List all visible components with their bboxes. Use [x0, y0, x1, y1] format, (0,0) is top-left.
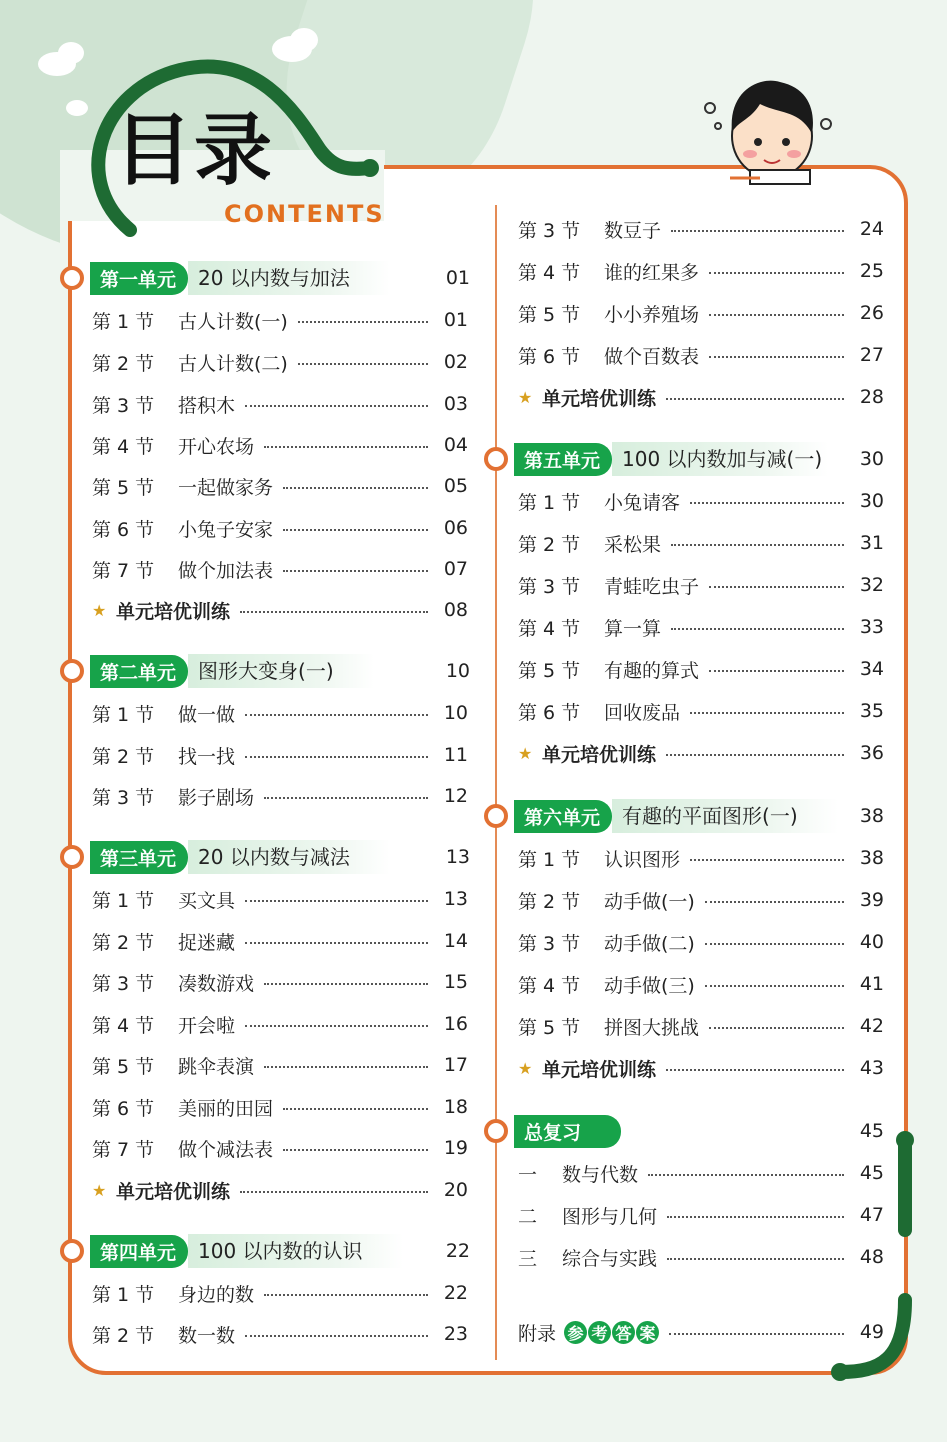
section-name: 数豆子	[604, 219, 662, 242]
toc-entry[interactable]	[518, 612, 884, 642]
section-number: 第 5 节	[518, 1016, 581, 1039]
star-icon: ★	[518, 743, 533, 763]
leader-dots	[245, 405, 428, 407]
page-number: 05	[443, 475, 468, 497]
section-name: 美丽的田园	[178, 1097, 274, 1120]
section-name: 古人计数(二)	[178, 352, 288, 375]
toc-entry[interactable]	[518, 256, 884, 286]
section-name: 做个加法表	[178, 559, 274, 582]
page-number: 14	[443, 930, 468, 952]
section-number: 第 4 节	[92, 1014, 155, 1037]
section-name: 数一数	[178, 1324, 236, 1347]
section-name: 做个百数表	[604, 345, 700, 368]
toc-entry[interactable]	[92, 389, 468, 419]
section-name: 一起做家务	[178, 476, 274, 499]
star-icon: ★	[92, 600, 107, 620]
unit-heading-3[interactable]	[60, 840, 470, 874]
unit-title: 有趣的平面图形(一)	[612, 799, 838, 833]
toc-entry[interactable]	[92, 1133, 468, 1163]
toc-entry[interactable]	[92, 1278, 468, 1308]
page-number: 16	[443, 1013, 468, 1035]
leader-dots	[264, 797, 428, 799]
page-number: 06	[443, 517, 468, 539]
toc-entry[interactable]	[92, 781, 468, 811]
answer-char: 案	[636, 1321, 659, 1344]
section-name: 动手做(二)	[604, 932, 695, 955]
section-number: 第 2 节	[92, 745, 155, 768]
section-number: 第 1 节	[92, 1283, 155, 1306]
leader-dots	[669, 1333, 844, 1335]
drill-name: 单元培优训练	[116, 600, 231, 623]
page-number: 32	[859, 574, 884, 596]
unit-badge: 第六单元	[514, 800, 612, 833]
section-number: 第 3 节	[92, 786, 155, 809]
page-title: 目录	[114, 106, 275, 196]
page-number: 31	[859, 532, 884, 554]
toc-entry[interactable]	[518, 528, 884, 558]
section-number: 第 4 节	[92, 435, 155, 458]
unit-page: 30	[859, 448, 884, 470]
section-name: 青蛙吃虫子	[604, 575, 700, 598]
column-divider	[495, 205, 497, 1360]
toc-entry[interactable]	[92, 471, 468, 501]
leader-dots	[264, 983, 428, 985]
toc-entry-drill[interactable]	[518, 1053, 884, 1083]
section-name: 开会啦	[178, 1014, 236, 1037]
section-number: 第 2 节	[518, 533, 581, 556]
section-name: 小兔请客	[604, 491, 681, 514]
section-number: 第 4 节	[518, 974, 581, 997]
section-number: 第 6 节	[92, 518, 155, 541]
leader-dots	[709, 272, 844, 274]
toc-entry[interactable]	[92, 305, 468, 335]
section-number: 第 3 节	[518, 932, 581, 955]
section-number: 第 2 节	[92, 352, 155, 375]
section-name: 找一找	[178, 745, 236, 768]
unit-title: 图形大变身(一)	[188, 654, 374, 688]
answer-char: 答	[612, 1321, 635, 1344]
section-number: 三	[518, 1247, 538, 1270]
section-name: 采松果	[604, 533, 662, 556]
leader-dots	[709, 356, 844, 358]
unit-marker-icon	[60, 845, 84, 869]
section-number: 第 1 节	[92, 703, 155, 726]
unit-page: 38	[859, 805, 884, 827]
page-number: 43	[859, 1057, 884, 1079]
section-name: 凑数游戏	[178, 972, 255, 995]
leader-dots	[283, 1149, 428, 1151]
toc-entry[interactable]	[518, 969, 884, 999]
unit-badge: 第一单元	[90, 262, 188, 295]
toc-entry[interactable]	[518, 696, 884, 726]
section-number: 第 5 节	[92, 1055, 155, 1078]
section-number: 二	[518, 1205, 538, 1228]
page-number: 08	[443, 599, 468, 621]
toc-entry[interactable]	[518, 1242, 884, 1272]
page-number: 18	[443, 1096, 468, 1118]
toc-entry[interactable]	[92, 967, 468, 997]
star-icon: ★	[92, 1180, 107, 1200]
unit-marker-icon	[484, 447, 508, 471]
section-number: 第 2 节	[518, 890, 581, 913]
page-subtitle: CONTENTS	[224, 200, 385, 228]
leader-dots	[709, 586, 844, 588]
section-name: 开心农场	[178, 435, 255, 458]
section-name: 做一做	[178, 703, 236, 726]
page-number: 48	[859, 1246, 884, 1268]
section-name: 做个减法表	[178, 1138, 274, 1161]
leader-dots	[671, 230, 844, 232]
toc-entry-drill[interactable]	[92, 595, 468, 625]
star-icon: ★	[518, 1058, 533, 1078]
unit-page: 10	[445, 660, 470, 682]
toc-entry[interactable]	[92, 926, 468, 956]
section-number: 一	[518, 1163, 538, 1186]
toc-entry[interactable]	[518, 340, 884, 370]
section-number: 第 5 节	[92, 476, 155, 499]
boy-illustration-icon	[700, 70, 840, 190]
toc-entry[interactable]	[518, 1011, 884, 1041]
unit-marker-icon	[60, 266, 84, 290]
unit-marker-icon	[60, 1239, 84, 1263]
unit-title: 100 以内数加与减(一)	[612, 442, 828, 476]
section-name: 买文具	[178, 889, 236, 912]
leader-dots	[667, 1216, 844, 1218]
page-number: 42	[859, 1015, 884, 1037]
leader-dots	[245, 1335, 428, 1337]
section-name: 身边的数	[178, 1283, 255, 1306]
toc-entry-drill[interactable]	[92, 1175, 468, 1205]
toc-entry[interactable]	[518, 885, 884, 915]
toc-entry[interactable]	[92, 1009, 468, 1039]
section-name: 跳伞表演	[178, 1055, 255, 1078]
drill-name: 单元培优训练	[542, 1058, 657, 1081]
toc-entry[interactable]	[518, 570, 884, 600]
leader-dots	[298, 321, 428, 323]
leader-dots	[245, 756, 428, 758]
section-number: 第 1 节	[92, 310, 155, 333]
page-number: 12	[443, 785, 468, 807]
unit-heading-4[interactable]	[60, 1234, 470, 1268]
toc-entry[interactable]	[92, 884, 468, 914]
page-number: 34	[859, 658, 884, 680]
leader-dots	[245, 1025, 428, 1027]
page-number: 20	[443, 1179, 468, 1201]
leader-dots	[671, 628, 844, 630]
page-number: 03	[443, 393, 468, 415]
section-number: 第 1 节	[518, 848, 581, 871]
unit-page: 01	[445, 267, 470, 289]
page-number: 40	[859, 931, 884, 953]
leader-dots	[245, 714, 428, 716]
unit-title: 20 以内数与减法	[188, 840, 390, 874]
section-number: 第 3 节	[518, 219, 581, 242]
leader-dots	[690, 859, 844, 861]
leader-dots	[690, 712, 844, 714]
section-number: 第 1 节	[92, 889, 155, 912]
leader-dots	[283, 1108, 428, 1110]
page-number: 04	[443, 434, 468, 456]
answer-char: 考	[588, 1321, 611, 1344]
section-name: 图形与几何	[562, 1205, 658, 1228]
section-name: 回收废品	[604, 701, 681, 724]
leader-dots	[264, 446, 428, 448]
page-number: 28	[859, 386, 884, 408]
toc-entry[interactable]	[92, 698, 468, 728]
leader-dots	[264, 1294, 428, 1296]
section-number: 第 3 节	[92, 394, 155, 417]
answer-char: 参	[564, 1321, 587, 1344]
section-name: 影子剧场	[178, 786, 255, 809]
leader-dots	[283, 529, 428, 531]
unit-badge: 第四单元	[90, 1235, 188, 1268]
section-name: 谁的红果多	[604, 261, 700, 284]
leader-dots	[666, 754, 844, 756]
section-number: 第 1 节	[518, 491, 581, 514]
page-number: 02	[443, 351, 468, 373]
leader-dots	[298, 363, 428, 365]
page-number: 13	[443, 888, 468, 910]
review-page: 45	[859, 1120, 884, 1142]
toc-entry[interactable]	[518, 1200, 884, 1230]
leader-dots	[666, 398, 844, 400]
page-number: 27	[859, 344, 884, 366]
unit-badge: 第五单元	[514, 443, 612, 476]
page-number: 11	[443, 744, 468, 766]
page-number: 33	[859, 616, 884, 638]
leader-dots	[240, 1191, 428, 1193]
section-number: 第 4 节	[518, 261, 581, 284]
page-number: 07	[443, 558, 468, 580]
toc-entry[interactable]	[92, 554, 468, 584]
drill-name: 单元培优训练	[542, 387, 657, 410]
unit-marker-icon	[484, 1119, 508, 1143]
page-number: 36	[859, 742, 884, 764]
appendix-label: 附录	[518, 1322, 557, 1345]
toc-entry[interactable]	[518, 927, 884, 957]
page-number: 22	[443, 1282, 468, 1304]
leader-dots	[690, 502, 844, 504]
leader-dots	[667, 1258, 844, 1260]
section-name: 动手做(一)	[604, 890, 695, 913]
star-icon: ★	[518, 387, 533, 407]
section-name: 捉迷藏	[178, 931, 236, 954]
drill-name: 单元培优训练	[116, 1180, 231, 1203]
appendix-entry[interactable]	[518, 1316, 884, 1348]
section-name: 综合与实践	[562, 1247, 658, 1270]
leader-dots	[283, 570, 428, 572]
toc-entry[interactable]	[92, 513, 468, 543]
toc-entry[interactable]	[518, 1158, 884, 1188]
section-name: 小小养殖场	[604, 303, 700, 326]
unit-marker-icon	[484, 804, 508, 828]
unit-title: 100 以内数的认识	[188, 1234, 403, 1268]
drill-name: 单元培优训练	[542, 743, 657, 766]
page-number: 41	[859, 973, 884, 995]
section-number: 第 7 节	[92, 559, 155, 582]
leader-dots	[705, 901, 844, 903]
toc-entry-drill[interactable]	[518, 382, 884, 412]
leader-dots	[705, 943, 844, 945]
section-number: 第 6 节	[92, 1097, 155, 1120]
section-number: 第 2 节	[92, 1324, 155, 1347]
page-number: 19	[443, 1137, 468, 1159]
section-name: 拼图大挑战	[604, 1016, 700, 1039]
page-number: 26	[859, 302, 884, 324]
section-number: 第 3 节	[92, 972, 155, 995]
toc-entry[interactable]	[92, 430, 468, 460]
page-number: 30	[859, 490, 884, 512]
toc-entry[interactable]	[92, 1319, 468, 1349]
page-number: 35	[859, 700, 884, 722]
section-number: 第 2 节	[92, 931, 155, 954]
toc-entry[interactable]	[92, 1050, 468, 1080]
section-name: 搭积木	[178, 394, 236, 417]
toc-entry[interactable]	[518, 486, 884, 516]
unit-badge: 第二单元	[90, 655, 188, 688]
leader-dots	[240, 611, 428, 613]
page-number: 01	[443, 309, 468, 331]
section-number: 第 6 节	[518, 701, 581, 724]
toc-entry[interactable]	[92, 347, 468, 377]
page-number: 38	[859, 847, 884, 869]
section-name: 小兔子安家	[178, 518, 274, 541]
toc-entry[interactable]	[518, 298, 884, 328]
unit-title: 20 以内数与加法	[188, 261, 390, 295]
section-number: 第 3 节	[518, 575, 581, 598]
leader-dots	[245, 942, 428, 944]
unit-heading-1[interactable]	[60, 261, 470, 295]
answer-key-badge	[564, 1321, 659, 1344]
section-name: 有趣的算式	[604, 659, 700, 682]
section-name: 数与代数	[562, 1163, 639, 1186]
leader-dots	[245, 900, 428, 902]
page-number: 24	[859, 218, 884, 240]
unit-heading-5[interactable]	[484, 442, 884, 476]
page-number: 15	[443, 971, 468, 993]
unit-heading-6[interactable]	[484, 799, 884, 833]
page-number: 47	[859, 1204, 884, 1226]
review-heading[interactable]	[484, 1114, 884, 1148]
unit-badge: 第三单元	[90, 841, 188, 874]
page-number: 25	[859, 260, 884, 282]
toc-entry-drill[interactable]	[518, 738, 884, 768]
unit-page: 22	[445, 1240, 470, 1262]
leader-dots	[264, 1066, 428, 1068]
leader-dots	[666, 1069, 844, 1071]
leader-dots	[709, 314, 844, 316]
toc-entry[interactable]	[518, 654, 884, 684]
section-name: 算一算	[604, 617, 662, 640]
page-number: 45	[859, 1162, 884, 1184]
review-badge: 总复习	[514, 1115, 621, 1148]
page-number: 49	[859, 1321, 884, 1343]
toc-entry[interactable]	[92, 1092, 468, 1122]
toc-entry[interactable]	[92, 740, 468, 770]
section-number: 第 7 节	[92, 1138, 155, 1161]
leader-dots	[709, 670, 844, 672]
page-number: 17	[443, 1054, 468, 1076]
leader-dots	[705, 985, 844, 987]
unit-heading-2[interactable]	[60, 654, 470, 688]
unit-page: 13	[445, 846, 470, 868]
leader-dots	[709, 1027, 844, 1029]
page-number: 23	[443, 1323, 468, 1345]
unit-marker-icon	[60, 659, 84, 683]
leader-dots	[671, 544, 844, 546]
section-number: 第 6 节	[518, 345, 581, 368]
section-number: 第 4 节	[518, 617, 581, 640]
toc-entry[interactable]	[518, 214, 884, 244]
section-name: 认识图形	[604, 848, 681, 871]
leader-dots	[648, 1174, 844, 1176]
leader-dots	[283, 487, 428, 489]
section-number: 第 5 节	[518, 303, 581, 326]
section-name: 动手做(三)	[604, 974, 695, 997]
page-number: 10	[443, 702, 468, 724]
page-number: 39	[859, 889, 884, 911]
toc-entry[interactable]	[518, 843, 884, 873]
section-name: 古人计数(一)	[178, 310, 288, 333]
section-number: 第 5 节	[518, 659, 581, 682]
